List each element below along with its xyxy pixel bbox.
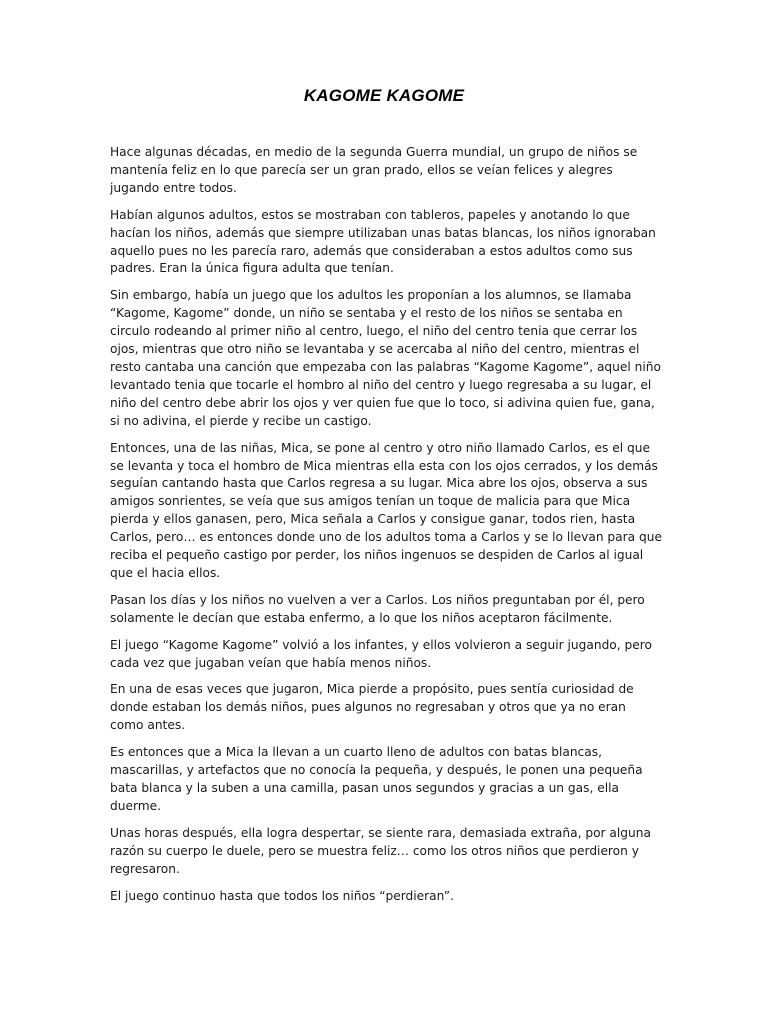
document-body (110, 144, 662, 914)
paragraph: Hace algunas décadas, en medio de la segunda Guerra mundial, un grupo de niños se mantenía feliz en lo que parecía ser un gran prado, ellos se veían felices y alegres jugando entre todos. (110, 145, 638, 195)
paragraph: Es entonces que a Mica la llevan a un cuarto lleno de adultos con batas blancas, mascarillas, y artefactos que no conocía la pequeña, y después, le ponen una pequeña bata blanca y la suben a una camilla, pasan unos segundos y gracias a un gas, ella duerme. (110, 745, 643, 813)
paragraph: Entonces, una de las niñas, Mica, se pone al centro y otro niño llamado Carlos, es el que se levanta y toca el hombro de Mica mientras ella esta con los ojos cerrados, y los demás seguían cantando hasta que Carlos regresa a su lugar. Mica abre los ojos, observa a sus amigos sonrientes, se veía que sus amigos tenían un toque de malicia para que Mica pierda y ellos ganasen, pero, Mica señala a Carlos y consigue ganar, todos rien, hasta Carlos, pero… es entonces donde uno de los adultos toma a Carlos y se lo llevan para que reciba el pequeño castigo por perder, los niños ingenuos se despiden de Carlos al igual que el hacia ellos. (110, 440, 662, 580)
paragraph: El juego continuo hasta que todos los niños “perdieran”. (110, 888, 454, 903)
paragraph: Pasan los días y los niños no vuelven a ver a Carlos. Los niños preguntaban por él, pero solamente le decían que estaba enfermo, a lo que los niños aceptaron fácilmente. (110, 592, 645, 625)
paragraph: Sin embargo, había un juego que los adultos les proponían a los alumnos, se llamaba “Kagome, Kagome” donde, un niño se sentaba y el resto de los niños se sentaba en circulo rodeando al primer niño al centro, luego, el niño del centro tenia que cerrar los ojos, mientras que otro niño se levantaba y se acercaba al niño del centro, mientras el resto cantaba una canción que empezaba con las palabras “Kagome Kagome”, aquel niño levantado tenia que tocarle el hombro al niño del centro y luego regresaba a su lugar, el niño del centro debe abrir los ojos y ver quien fue que lo toco, si adivina quien fue, gana, si no adivina, el pierde y recibe un castigo. (110, 288, 661, 428)
paragraph: Habían algunos adultos, estos se mostraban con tableros, papeles y anotando lo que hacían los niños, además que siempre utilizaban unas batas blancas, los niños ignoraban aquello pues no les parecía raro, además que consideraban a estos adultos como sus padres. Eran la única figura adulta que tenían. (110, 207, 656, 276)
document-title: KAGOME KAGOME (303, 86, 465, 105)
paragraph: Unas horas después, ella logra despertar, se siente rara, demasiada extraña, por alguna razón su cuerpo le duele, pero se muestra feliz… como los otros niños que perdieron y regresaron. (110, 825, 651, 876)
paragraph: El juego “Kagome Kagome” volvió a los infantes, y ellos volvieron a seguir jugando, pero cada vez que jugaban veían que había menos niños. (110, 637, 652, 670)
paragraph: En una de esas veces que jugaron, Mica pierde a propósito, pues sentía curiosidad de donde estaban los demás niños, pues algunos no regresaban y otros que ya no eran como antes. (110, 682, 634, 733)
